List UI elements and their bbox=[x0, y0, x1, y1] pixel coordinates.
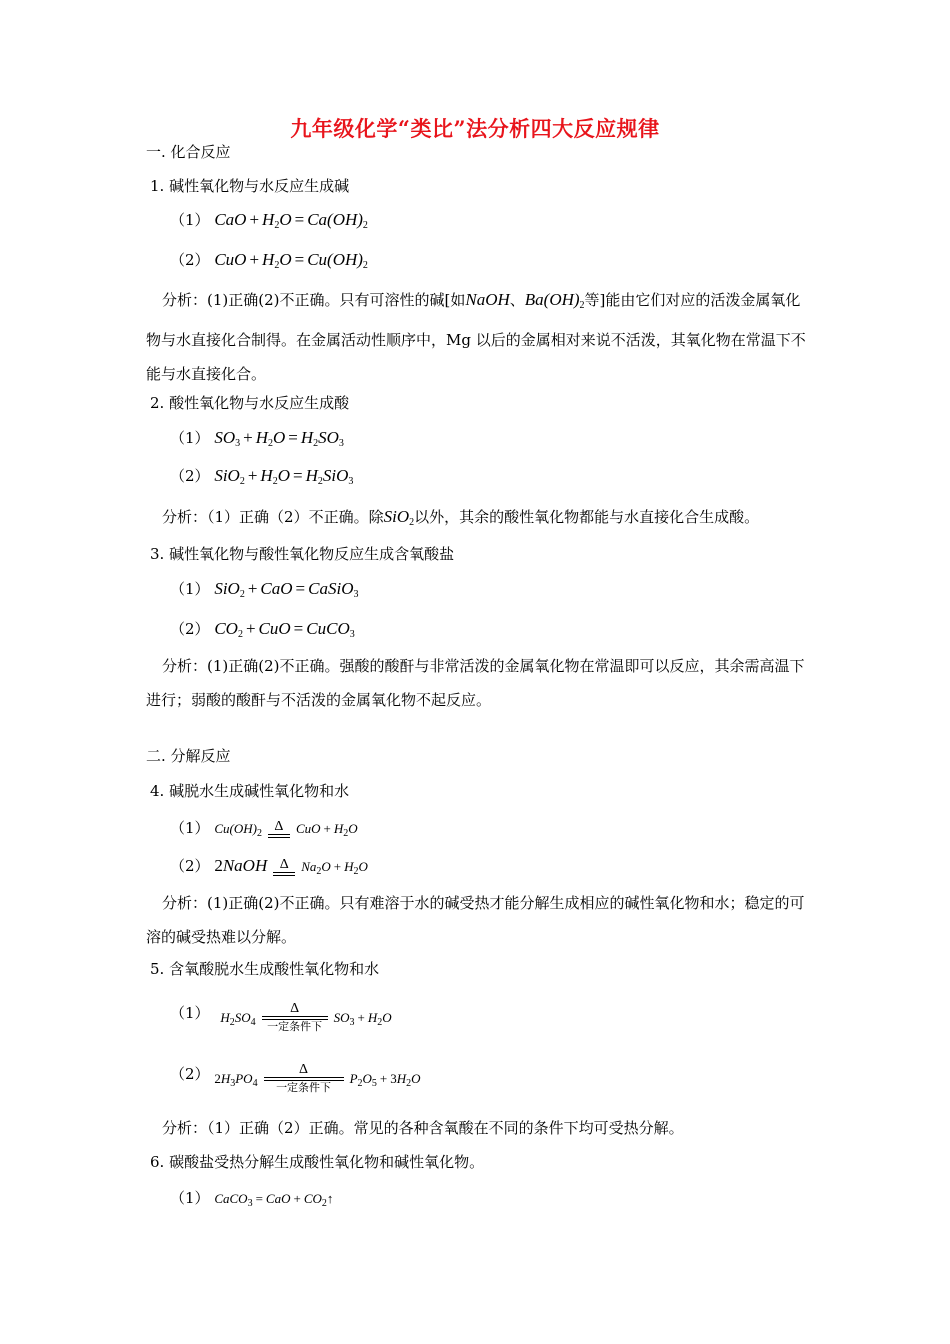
equation-products: $SO_3 + H_2O$ bbox=[333, 1010, 392, 1028]
document-title: 九年级化学“类比”法分析四大反应规律 bbox=[290, 116, 660, 141]
equation-formula: 2NaOH bbox=[214, 856, 268, 875]
equation-formula: $H_2SO_4$ bbox=[220, 1010, 256, 1028]
equation-number: （2） bbox=[170, 1065, 210, 1083]
rule-4-label: 4. 碱脱水生成碱性氧化物和水 bbox=[150, 782, 350, 800]
equation-formula: SiO$_2$ + CaO = CaSiO$_3$ bbox=[214, 579, 359, 600]
equation-4-2 bbox=[170, 855, 368, 883]
formula-sio2: SiO$_2$ bbox=[383, 507, 415, 528]
equation-formula: CaCO$_3$ = CaO + $CO_2↑$ bbox=[214, 1191, 334, 1209]
analysis-1 bbox=[146, 283, 810, 391]
equation-1-1 bbox=[170, 209, 368, 237]
heat-condition: Δ bbox=[273, 858, 295, 876]
rule-5-label: 5. 含氧酸脱水生成酸性氧化物和水 bbox=[150, 960, 380, 978]
equation-formula: $2H_3PO_4$ bbox=[214, 1071, 258, 1089]
section-heading-decomposition: 二. 分解反应 bbox=[146, 747, 231, 765]
equation-formula: CaO + $H_2O = Ca(OH)_2$ bbox=[214, 210, 368, 231]
equation-2-1 bbox=[170, 427, 344, 455]
equation-number: （2） bbox=[170, 857, 210, 875]
rule-1-label: 1. 碱性氧化物与水反应生成碱 bbox=[150, 177, 350, 195]
equation-number: （1） bbox=[170, 1004, 210, 1022]
rule-3-label: 3. 碱性氧化物与酸性氧化物反应生成含氧酸盐 bbox=[150, 545, 455, 563]
condition-arrow: Δ 一定条件下 bbox=[262, 1002, 328, 1034]
analysis-4 bbox=[146, 886, 810, 954]
formula-naoh: NaOH bbox=[465, 290, 510, 309]
analysis-text: 分析：（1）正确（2）不正确。除 bbox=[162, 508, 384, 526]
analysis-3 bbox=[146, 649, 810, 717]
equation-number: （2） bbox=[170, 620, 210, 638]
equation-formula: $Cu(OH)_2$ bbox=[214, 821, 262, 839]
condition-arrow: Δ 一定条件下 bbox=[264, 1063, 344, 1095]
equation-number: （1） bbox=[170, 1189, 210, 1207]
equation-6-1 bbox=[170, 1187, 333, 1215]
equation-products: $Na_2O + H_2O$ bbox=[301, 859, 368, 877]
equation-number: （1） bbox=[170, 819, 210, 837]
section-heading-combination: 一. 化合反应 bbox=[146, 143, 231, 161]
equation-5-2 bbox=[170, 1063, 421, 1095]
equation-formula: $SO_3 + H_2O = H_2SO_3$ bbox=[214, 428, 344, 449]
equation-formula: $CO_2$ + CuO = CuCO$_3$ bbox=[214, 619, 355, 640]
analysis-2 bbox=[162, 506, 759, 534]
equation-number: （1） bbox=[170, 429, 210, 447]
equation-5-1 bbox=[170, 1002, 392, 1034]
analysis-text: 分析：(1)正确(2)不正确。只有难溶于水的碱受热才能分解生成相应的碱性氧化物和水；稳定的可溶的碱受热难以分解。 bbox=[146, 894, 805, 946]
equation-3-1 bbox=[170, 578, 358, 606]
equation-4-1 bbox=[170, 817, 358, 845]
equation-number: （1） bbox=[170, 211, 210, 229]
equation-formula: $SiO_2 + H_2O = H_2SiO_3$ bbox=[214, 466, 354, 487]
analysis-text: 分析：(1)正确(2)不正确。只有可溶性的碱[如 bbox=[162, 291, 466, 309]
heat-condition: Δ bbox=[268, 820, 290, 838]
equation-3-2 bbox=[170, 618, 355, 646]
equation-number: （2） bbox=[170, 251, 210, 269]
equation-products: $P_2O_5 + 3H_2O$ bbox=[349, 1071, 421, 1089]
separator: 、 bbox=[509, 291, 525, 309]
rule-2-label: 2. 酸性氧化物与水反应生成酸 bbox=[150, 394, 350, 412]
equation-1-2 bbox=[170, 249, 368, 277]
analysis-5: 分析：（1）正确（2）正确。常见的各种含氧酸在不同的条件下均可受热分解。 bbox=[162, 1119, 684, 1137]
formula-baoh2: $Ba(OH)_2$ bbox=[524, 290, 585, 311]
equation-2-2 bbox=[170, 465, 353, 493]
equation-number: （2） bbox=[170, 467, 210, 485]
analysis-text: 分析：(1)正确(2)不正确。强酸的酸酐与非常活泼的金属氧化物在常温即可以反应，其余需高温下进行；弱酸的酸酐与不活泼的金属氧化物不起反应。 bbox=[146, 657, 805, 709]
rule-6-label: 6. 碳酸盐受热分解生成酸性氧化物和碱性氧化物。 bbox=[150, 1153, 485, 1171]
analysis-text: 以外，其余的酸性氧化物都能与水直接化合生成酸。 bbox=[414, 508, 760, 526]
analysis-text: 等]能由它们对应的活泼金属氧化物与水直接化合制得。在金属活动性顺序中，Mg 以后的金属相对来说不活泼，其氧化物在常温下不能与水直接化合。 bbox=[146, 291, 806, 383]
equation-number: （1） bbox=[170, 580, 210, 598]
equation-formula: CuO + $H_2O = Cu(OH)_2$ bbox=[214, 250, 368, 271]
equation-products: CuO + $H_2O$ bbox=[295, 821, 358, 839]
